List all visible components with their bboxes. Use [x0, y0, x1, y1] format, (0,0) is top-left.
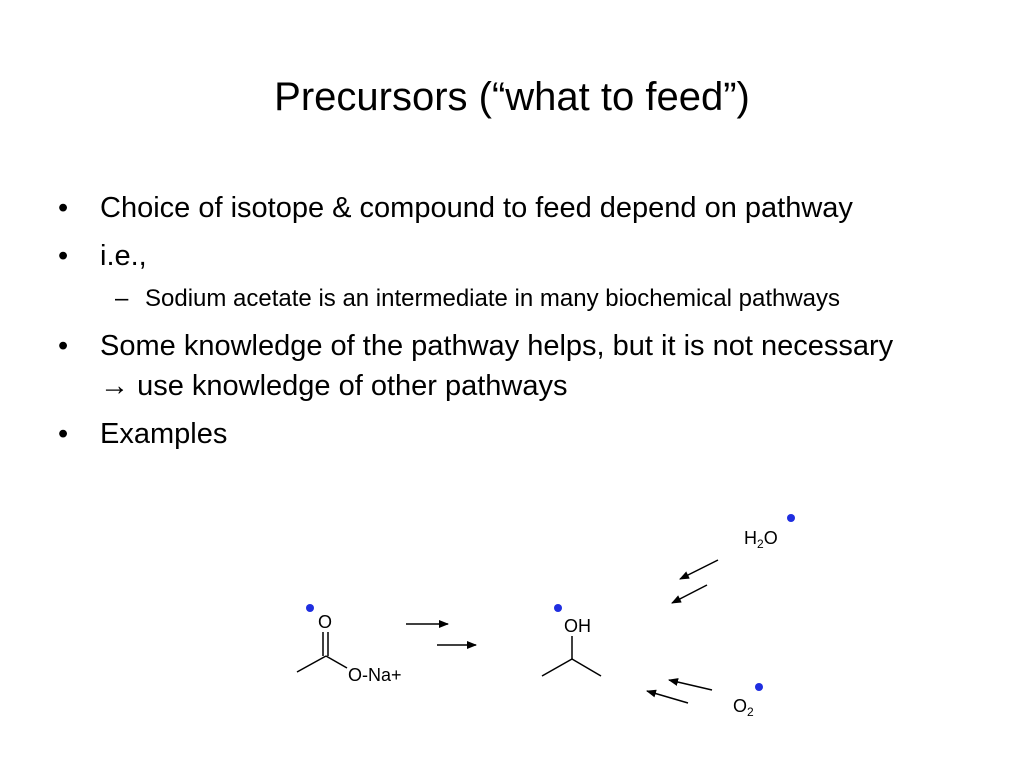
isotope-label-dot [554, 604, 562, 612]
oxygen-subscript: 2 [747, 705, 754, 719]
water-arrow-icon [672, 585, 707, 603]
sub-bullet-text: Sodium acetate is an intermediate in many biochemical pathways [145, 285, 841, 312]
bullet-item [58, 414, 918, 454]
bullet-text: i.e., [100, 240, 147, 272]
water-h: H [744, 528, 757, 548]
acetate-methyl-bond [297, 656, 326, 672]
acetate-oxygen-bond [326, 656, 347, 668]
bullet-marker: • [58, 240, 69, 272]
sub-bullet-item [115, 282, 918, 316]
bullet-marker: • [58, 330, 69, 362]
isotope-label-dot [755, 683, 763, 691]
slide-title: Precursors (“what to feed”) [274, 75, 750, 119]
bullet-text: Choice of isotope & compound to feed depend on pathway [100, 192, 853, 224]
product-bond-right [572, 659, 601, 676]
oxygen-label-group [733, 683, 763, 719]
acetate-carbonyl-oxygen: O [318, 612, 333, 632]
acetate-anion-label: O-Na+ [348, 665, 402, 685]
bullet-item [58, 188, 918, 228]
oxygen-arrow-icon [647, 691, 688, 703]
water-subscript: 2 [757, 537, 764, 551]
bullet-list [58, 188, 918, 462]
water-arrow-icon [680, 560, 718, 579]
oxygen-arrow-icon [669, 680, 712, 690]
product-hydroxyl-label: OH [564, 616, 591, 636]
bullet-item [58, 326, 918, 406]
bullet-text-continued: use knowledge of other pathways [137, 370, 568, 402]
sub-bullet-marker: – [115, 285, 129, 312]
bullet-text: Examples [100, 418, 228, 450]
oxygen-label [733, 696, 754, 719]
sodium-acetate-structure [297, 604, 402, 685]
isotope-label-dot [306, 604, 314, 612]
bullet-text: Some knowledge of the pathway helps, but it is not necessary [100, 330, 894, 362]
water-o: O [763, 528, 778, 548]
alcohol-product-structure [542, 604, 601, 676]
water-label [744, 528, 778, 551]
right-arrow-icon: → [100, 370, 129, 402]
bullet-marker: • [58, 418, 69, 450]
oxygen-o: O [733, 696, 748, 716]
bullet-item [58, 236, 918, 276]
product-bond-left [542, 659, 572, 676]
water-label-group [744, 514, 795, 551]
bullet-marker: • [58, 192, 69, 224]
isotope-label-dot [787, 514, 795, 522]
